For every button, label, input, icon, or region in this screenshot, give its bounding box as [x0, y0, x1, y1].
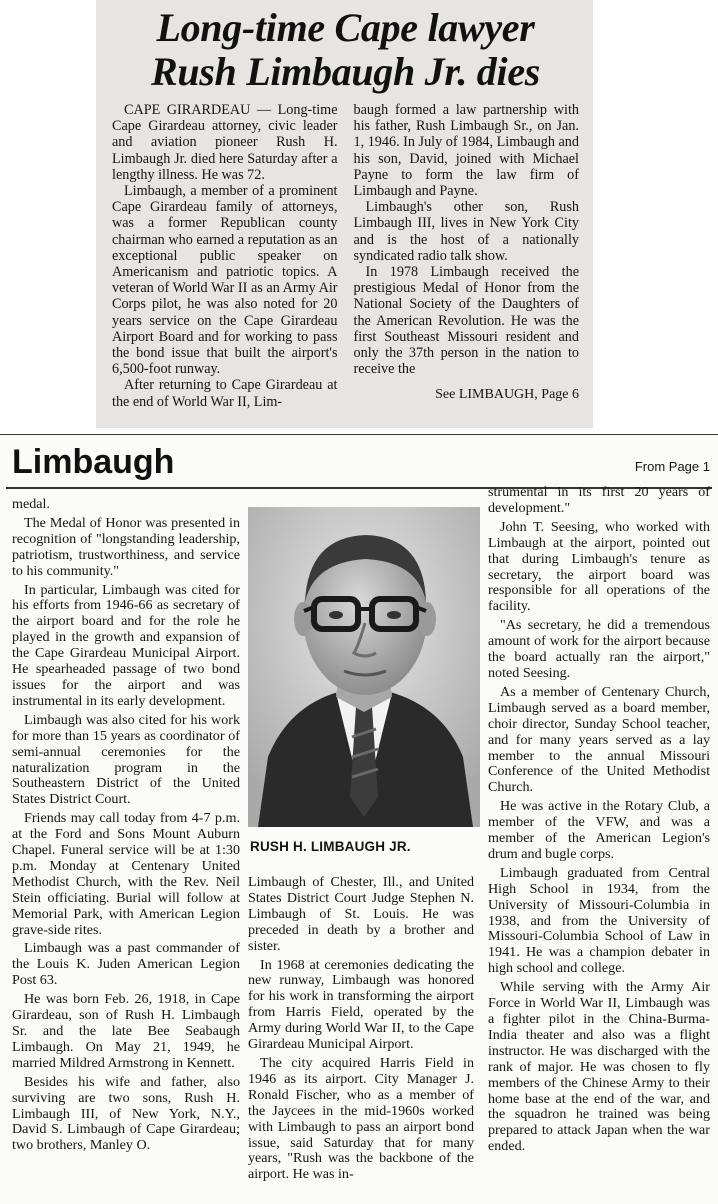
headline-line-2: Rush Limbaugh Jr. dies: [150, 49, 541, 94]
paragraph: The Medal of Honor was presented in recognition of "longstanding leadership, patriotism, trustworthiness, and service to his community.": [12, 514, 240, 579]
paragraph: He was born Feb. 26, 1918, in Cape Girardeau, son of Rush H. Limbaugh Sr. and the late Bee Seabaugh Limbaugh. On May 21, 1949, he married Mildred Armstrong in Kennett.: [12, 991, 240, 1071]
paragraph: The city acquired Harris Field in 1946 as its airport. City Manager J. Ronald Fischer, who as a member of the Jaycees in the mid-1960s worked with Limbaugh to pass an airport bond issue, said Saturday that for many years, "Rush was the backbone of the airport. He was in-: [248, 1054, 474, 1183]
paragraph: Limbaugh, a member of a prominent Cape Girardeau family of attorneys, was a former Republican county chairman who earned a reputation as an exceptional public speaker on Americanism and patriotic topics. A veteran of World War II as an Army Air Corps pilot, he was also noted for 20 years service on the Cape Girardeau Airport Board and for working to pass the bond issue that built the airport's 6,500-foot runway.: [112, 183, 338, 378]
paragraph: baugh formed a law partnership with his father, Rush Limbaugh Sr., on Jan. 1, 1946. In July of 1984, Limbaugh and his son, David, joined with Michael Payne to form the law firm of Limbaugh and Payne.: [353, 102, 579, 200]
continuation-column-3: [488, 485, 710, 1158]
headline: [112, 6, 579, 94]
paragraph: "As secretary, he did a tremendous amount of work for the airport because the board actually ran the airport," noted Seesing.: [488, 617, 710, 681]
paragraph: strumental in its first 20 years of development.": [488, 484, 710, 516]
paragraph: In 1978 Limbaugh received the prestigious Medal of Honor from the National Society of the Daughters of the American Revolution. He was the first Southeast Missouri resident and only the 37th person in the nation to receive the: [353, 264, 579, 378]
jump-line: See LIMBAUGH, Page 6: [435, 387, 579, 403]
front-column-2: [354, 102, 580, 410]
paragraph: In particular, Limbaugh was cited for his efforts from 1946-66 as secretary of the airport board and for the role he played in the growth and expansion of the Cape Girardeau Municipal Airport. He spearheaded passage of two bond issues for the airport and was instrumental in its early development.: [12, 581, 240, 709]
continuation-column-2: [248, 875, 474, 1186]
paragraph: Limbaugh's other son, Rush Limbaugh III, lives in New York City and is the host of a nationally syndicated radio talk show.: [353, 199, 579, 264]
paragraph: Besides his wife and father, also surviving are two sons, Rush H. Limbaugh III, of New York, N.Y., David S. Limbaugh of Cape Girardeau; two brothers, Manley O.: [12, 1073, 240, 1154]
paragraph: CAPE GIRARDEAU — Long-time Cape Girardeau attorney, civic leader and aviation pioneer Rush H. Limbaugh Jr. died here Saturday after a lengthy illness. He was 72.: [112, 102, 338, 183]
portrait-photo: [248, 507, 480, 827]
paragraph: In 1968 at ceremonies dedicating the new runway, Limbaugh was honored for his work in transforming the airport from Harris Field, operated by the Army during World War II, to the Cape Girardeau Municipal Airport.: [248, 956, 474, 1053]
paragraph: He was active in the Rotary Club, a member of the VFW, and was a member of the American Legion's drum and bugle corps.: [488, 798, 710, 862]
paragraph: As a member of Centenary Church, Limbaugh served as a board member, choir director, Sunday School teacher, and for many years served as a lay member to the annual Missouri Conference of the United Methodist Church.: [488, 683, 710, 796]
continuation-column-1: [12, 497, 240, 1157]
paragraph: Limbaugh of Chester, Ill., and United States District Court Judge Stephen N. Limbaugh of St. Louis. He was preceded in death by a brother and sister.: [248, 874, 474, 954]
headline-line-1: Long-time Cape lawyer: [156, 5, 535, 50]
paragraph: Limbaugh was a past commander of the Louis K. Juden American Legion Post 63.: [12, 940, 240, 989]
paragraph: While serving with the Army Air Force in World War II, Limbaugh was a fighter pilot in the China-Burma-India theater and also was a flight instructor. He was discharged with the rank of major. He was chosen to fly members of the Chinese Army to their home base at the end of the war, and the squadron he trained was being prepared to attack Japan when the war ended.: [488, 979, 710, 1155]
front-columns: [112, 102, 579, 410]
article-clipping-continuation: [0, 434, 718, 1204]
from-page-label: From Page 1: [634, 459, 710, 474]
paragraph: After returning to Cape Girardeau at the end of World War II, Lim-: [112, 377, 338, 410]
paragraph: medal.: [12, 496, 50, 512]
jump-headline: Limbaugh: [12, 443, 175, 481]
paragraph: Limbaugh was also cited for his work for more than 15 years as coordinator of semi-annual ceremonies for the naturalization program in the Southeastern District of the United States District Court.: [12, 711, 240, 808]
paragraph: Friends may call today from 4-7 p.m. at the Ford and Sons Mount Auburn Chapel. Funeral service will be at 1:30 p.m. Monday at Centenary United Methodist Church, with the Rev. Neil Stein officiating. Burial will follow at Memorial Park, with American Legion grave-side rites.: [12, 810, 240, 938]
portrait-image: [248, 507, 480, 827]
photo-caption: RUSH H. LIMBAUGH JR.: [250, 839, 411, 854]
article-clipping-front: [96, 0, 593, 428]
paragraph: John T. Seesing, who worked with Limbaugh at the airport, pointed out that during Limbaugh's tenure as secretary, the airport board was responsible for all operations of the facility.: [488, 518, 710, 615]
front-column-1: [112, 102, 338, 410]
paragraph: Limbaugh graduated from Central High School in 1934, from the University of Missouri-Columbia in 1938, and from the University of Missouri-Columbia School of Law in 1941. He was a champion debater in high school and college.: [488, 864, 710, 977]
